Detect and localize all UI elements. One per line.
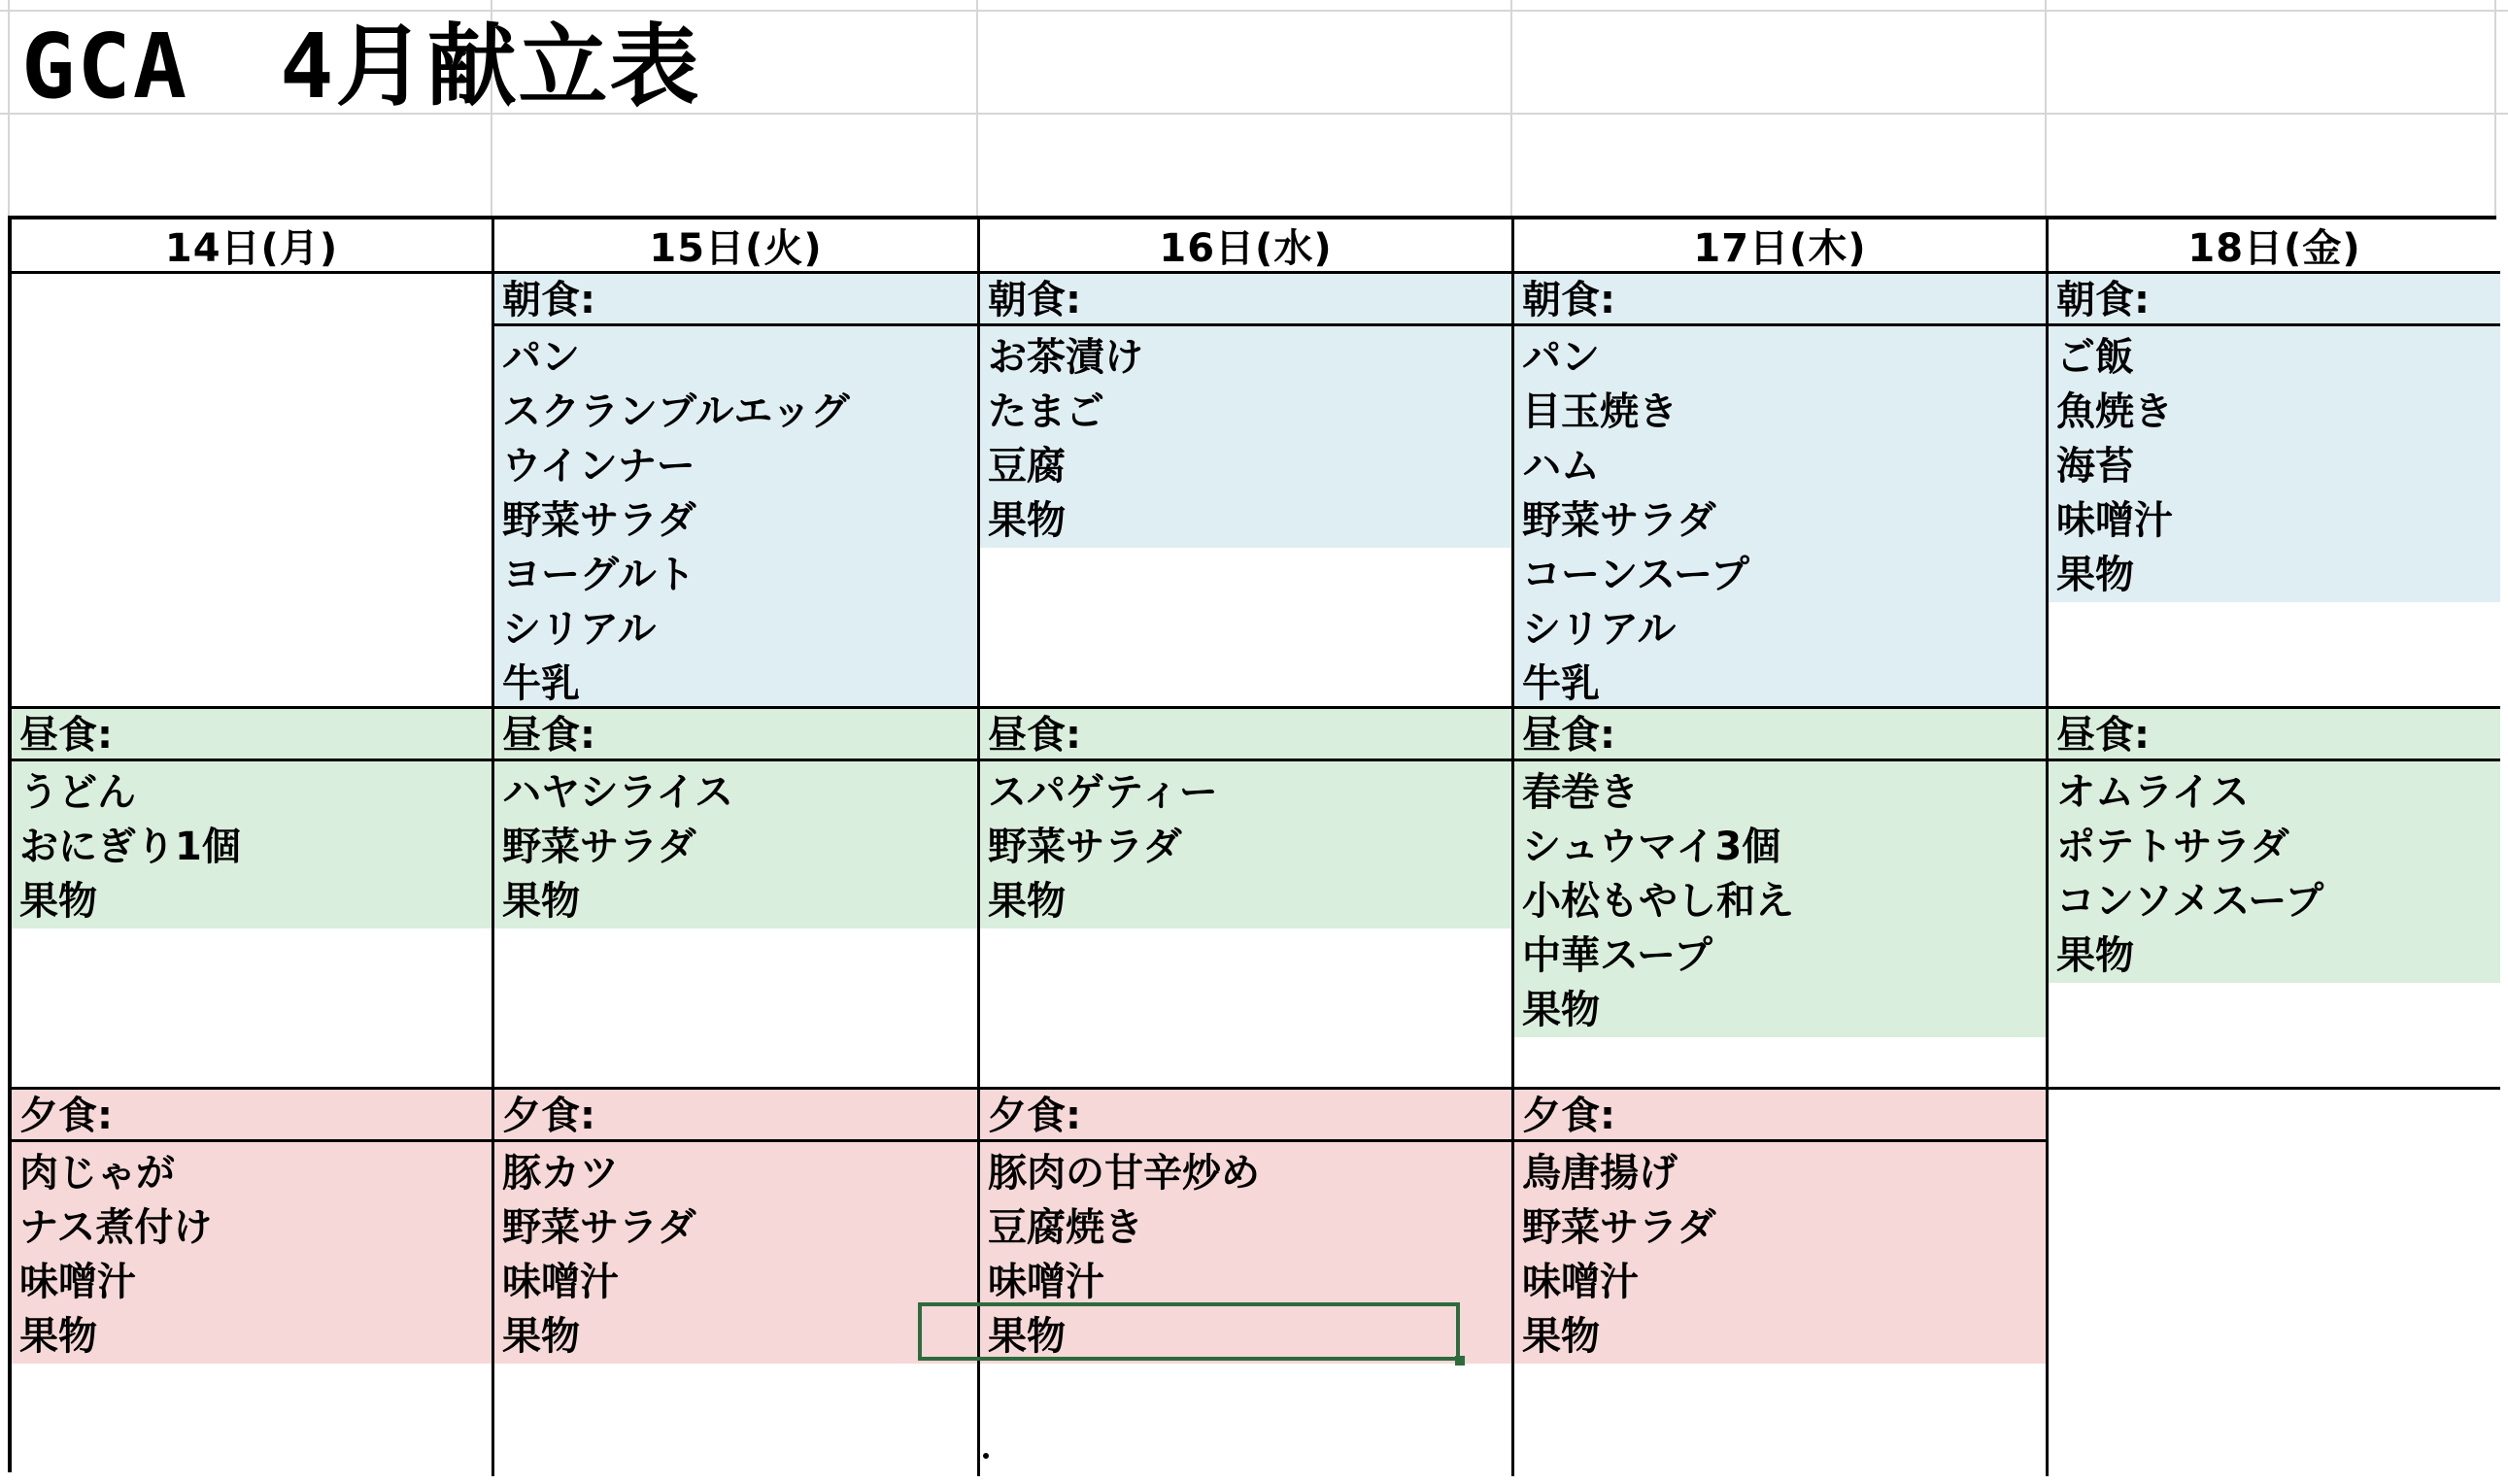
menu-item: スパゲティー — [988, 770, 1218, 815]
menu-item: シュウマイ3個 — [1522, 825, 1781, 869]
menu-item: 野菜サラダ — [988, 825, 1182, 869]
menu-item: 果物 — [1522, 988, 1600, 1032]
lunch-block — [1514, 709, 2046, 1037]
lunch-label: 昼食: — [980, 709, 1511, 761]
dinner-cell-tue[interactable] — [494, 1090, 980, 1476]
menu-item: オムライス — [2056, 770, 2250, 815]
menu-item: 豚カツ — [502, 1151, 619, 1196]
menu-item: 果物 — [502, 1314, 580, 1359]
menu-item: 味噌汁 — [988, 1260, 1104, 1304]
page-title: GCA 4月献立表 — [21, 15, 701, 118]
dinner-block — [1514, 1090, 2046, 1364]
menu-item: 味噌汁 — [502, 1260, 619, 1304]
stray-dot — [983, 1453, 989, 1459]
dinner-block — [12, 1090, 491, 1364]
dinner-cell-wed[interactable] — [980, 1090, 1514, 1476]
menu-item: 果物 — [988, 879, 1066, 924]
breakfast-cell-tue[interactable] — [494, 274, 980, 709]
menu-item: 果物 — [19, 879, 97, 924]
menu-item: 味噌汁 — [1522, 1260, 1639, 1304]
breakfast-label: 朝食: — [1514, 274, 2046, 326]
lunch-label: 昼食: — [494, 709, 977, 761]
menu-item: 果物 — [2056, 933, 2134, 978]
breakfast-block — [980, 274, 1511, 548]
lunch-cell-wed[interactable] — [980, 709, 1514, 1090]
menu-item: 海苔 — [2056, 444, 2134, 489]
grid-col-line — [2494, 0, 2496, 216]
selected-cell-outline[interactable] — [918, 1302, 1460, 1361]
dinner-label: 夕食: — [1514, 1090, 2046, 1142]
menu-item: シリアル — [502, 607, 657, 652]
breakfast-block — [2049, 274, 2500, 602]
menu-item: 肉じゃが — [19, 1151, 175, 1196]
lunch-cell-mon[interactable] — [12, 709, 494, 1090]
menu-item: ポテトサラダ — [2056, 825, 2289, 869]
lunch-cell-fri[interactable] — [2049, 709, 2500, 1090]
lunch-label: 昼食: — [1514, 709, 2046, 761]
lunch-cell-tue[interactable] — [494, 709, 980, 1090]
day-header-tue[interactable] — [494, 219, 980, 274]
lunch-label: 昼食: — [2049, 709, 2500, 761]
day-header-thu[interactable] — [1514, 219, 2049, 274]
menu-item: スクランブルエッグ — [502, 389, 850, 434]
menu-item: ご飯 — [2056, 335, 2134, 380]
menu-item: 野菜サラダ — [502, 825, 696, 869]
menu-item: ハム — [1522, 444, 1600, 489]
breakfast-cell-wed[interactable] — [980, 274, 1514, 709]
menu-item: 野菜サラダ — [1522, 1205, 1716, 1250]
menu-item: 牛乳 — [502, 661, 580, 706]
fill-handle[interactable] — [1455, 1356, 1465, 1366]
menu-item: 魚焼き — [2056, 389, 2173, 434]
grid-col-line — [1510, 0, 1512, 216]
menu-item: 味噌汁 — [2056, 498, 2173, 543]
day-header-label: 16日(水) — [1159, 226, 1333, 271]
day-header-label: 18日(金) — [2187, 226, 2361, 271]
menu-item: 目玉焼き — [1522, 389, 1678, 434]
menu-item: 牛乳 — [1522, 661, 1600, 706]
menu-table — [8, 216, 2496, 1472]
menu-item: ナス煮付け — [19, 1205, 213, 1250]
dinner-block — [494, 1090, 977, 1364]
menu-item: 果物 — [1522, 1314, 1600, 1359]
day-header-label: 14日(月) — [164, 226, 339, 271]
menu-item: 野菜サラダ — [1522, 498, 1716, 543]
menu-item: 鳥唐揚げ — [1522, 1151, 1678, 1196]
lunch-block — [2049, 709, 2500, 983]
grid-col-line — [2045, 0, 2047, 216]
menu-item: 豆腐焼き — [988, 1205, 1143, 1250]
day-header-label: 17日(木) — [1693, 226, 1867, 271]
menu-item: 果物 — [988, 1314, 1066, 1359]
menu-item: 豆腐 — [988, 444, 1066, 489]
breakfast-label: 朝食: — [980, 274, 1511, 326]
breakfast-cell-mon[interactable] — [12, 274, 494, 709]
lunch-block — [12, 709, 491, 928]
breakfast-label: 朝食: — [494, 274, 977, 326]
day-header-wed[interactable] — [980, 219, 1514, 274]
dinner-label: 夕食: — [980, 1090, 1511, 1142]
menu-item: 果物 — [19, 1314, 97, 1359]
menu-item: ハヤシライス — [502, 770, 733, 815]
grid-col-line — [8, 0, 10, 216]
menu-item: パン — [1522, 335, 1600, 380]
menu-item: 果物 — [2056, 553, 2134, 597]
dinner-label: 夕食: — [494, 1090, 977, 1142]
menu-item: 果物 — [988, 498, 1066, 543]
menu-item: お茶漬け — [988, 335, 1143, 380]
breakfast-block — [494, 274, 977, 709]
menu-item: ウインナー — [502, 444, 695, 489]
menu-item: 中華スープ — [1522, 933, 1712, 978]
menu-item: 野菜サラダ — [502, 1205, 696, 1250]
menu-item: たまご — [988, 389, 1104, 434]
breakfast-cell-thu[interactable] — [1514, 274, 2049, 709]
menu-item: 豚肉の甘辛炒め — [988, 1151, 1260, 1196]
day-header-label: 15日(火) — [649, 226, 823, 271]
menu-item: 果物 — [502, 879, 580, 924]
lunch-block — [980, 709, 1511, 928]
menu-item: コーンスープ — [1522, 553, 1749, 597]
menu-item: パン — [502, 335, 580, 380]
menu-item: 春巻き — [1522, 770, 1639, 815]
dinner-cell-mon[interactable] — [12, 1090, 494, 1476]
menu-item: 小松もやし和え — [1522, 879, 1794, 924]
lunch-cell-thu[interactable] — [1514, 709, 2049, 1090]
menu-item: コンソメスープ — [2056, 879, 2324, 924]
menu-item: うどん — [19, 770, 136, 815]
day-header-mon[interactable] — [12, 219, 494, 274]
menu-item: おにぎり1個 — [19, 825, 241, 869]
grid-col-line — [976, 0, 978, 216]
dinner-cell-fri[interactable] — [2049, 1090, 2500, 1476]
day-header-fri[interactable] — [2049, 219, 2500, 274]
breakfast-block — [1514, 274, 2046, 709]
lunch-block — [494, 709, 977, 928]
menu-item: 野菜サラダ — [502, 498, 696, 543]
dinner-label: 夕食: — [12, 1090, 491, 1142]
breakfast-cell-fri[interactable] — [2049, 274, 2500, 709]
menu-item: シリアル — [1522, 607, 1677, 652]
dinner-cell-thu[interactable] — [1514, 1090, 2049, 1476]
menu-item: ヨーグルト — [502, 553, 695, 597]
menu-item: 味噌汁 — [19, 1260, 136, 1304]
lunch-label: 昼食: — [12, 709, 491, 761]
breakfast-label: 朝食: — [2049, 274, 2500, 326]
grid-row-line — [0, 10, 2508, 12]
